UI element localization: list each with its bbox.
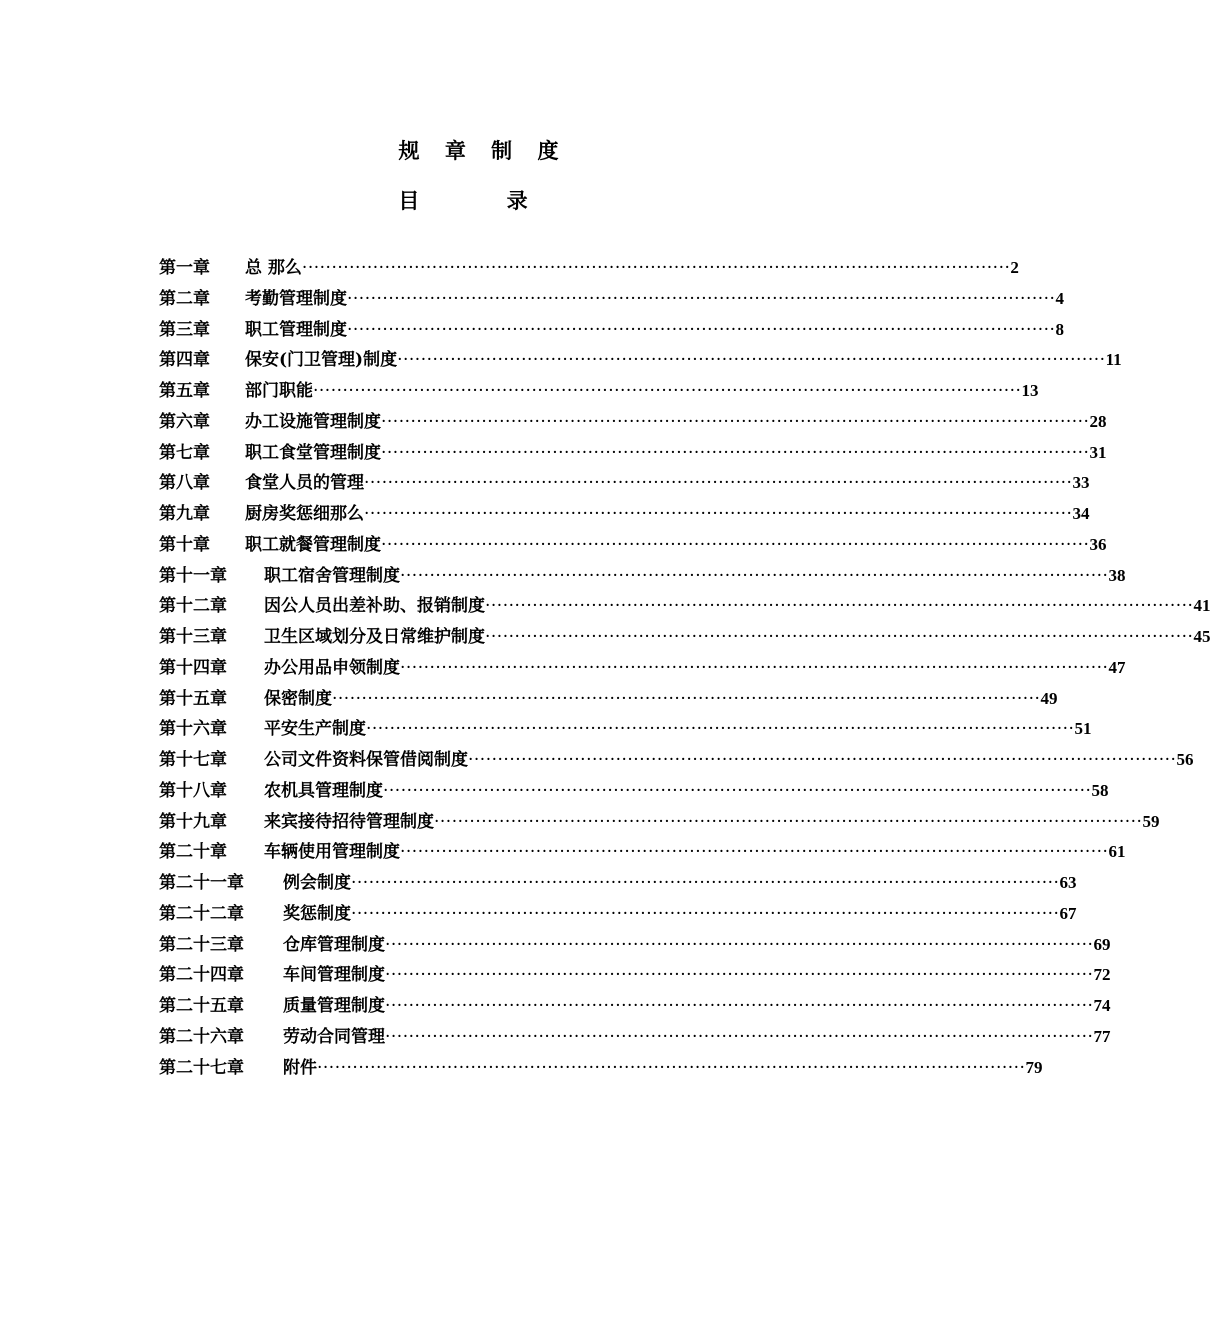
toc-chapter-number: 第十章 [159, 534, 210, 555]
document-title: 规 章 制 度 [398, 138, 568, 163]
toc-page-number: 59 [1142, 811, 1160, 831]
toc-entry[interactable] [159, 499, 1090, 530]
toc-dot-leader: ························································································································ [313, 381, 1022, 401]
toc-chapter-number: 第三章 [159, 319, 210, 340]
toc-chapter-title: 保安(门卫管理)制度 [245, 350, 398, 371]
toc-entry[interactable] [159, 930, 1111, 961]
toc-chapter-title: 车间管理制度 [283, 965, 385, 986]
toc-dot-leader: ························································································································ [381, 534, 1090, 555]
toc-page-number: 41 [1193, 596, 1210, 616]
toc-chapter-number: 第六章 [159, 411, 210, 432]
toc-dot-leader: ························································································································ [351, 903, 1060, 924]
toc-dot-leader: ························································································································ [383, 780, 1092, 801]
toc-chapter-title: 部门职能 [245, 381, 313, 401]
toc-dot-leader: ························································································································ [381, 442, 1090, 463]
toc-chapter-number: 第五章 [159, 381, 210, 401]
toc-dot-leader: ························································································································ [397, 350, 1106, 371]
toc-dot-leader: ························································································································ [434, 811, 1143, 832]
toc-dot-leader: ························································································································ [400, 842, 1109, 863]
toc-entry[interactable] [159, 714, 1092, 745]
toc-entry[interactable] [159, 468, 1090, 499]
toc-dot-leader: ························································································································ [317, 1057, 1026, 1078]
toc-entry[interactable] [159, 1053, 1043, 1084]
toc-entry[interactable] [159, 745, 1194, 776]
toc-page-number: 72 [1093, 965, 1111, 985]
toc-chapter-number: 第十七章 [159, 750, 227, 770]
toc-chapter-title: 职工宿舍管理制度 [264, 565, 400, 586]
toc-heading: 目 录 [398, 188, 568, 213]
toc-chapter-title: 办公用品申领制度 [264, 657, 400, 678]
toc-chapter-title: 车辆使用管理制度 [264, 842, 400, 863]
toc-page-number: 36 [1089, 534, 1107, 554]
toc-entry[interactable] [159, 899, 1077, 930]
toc-entry[interactable] [159, 684, 1058, 715]
toc-page-number: 2 [1010, 258, 1019, 277]
toc-dot-leader: ························································································································ [400, 565, 1109, 586]
toc-page-number: 63 [1059, 873, 1077, 892]
toc-dot-leader: ························································································································ [385, 1026, 1094, 1047]
toc-page-number: 58 [1091, 780, 1109, 800]
toc-chapter-title: 卫生区域划分及日常维护制度 [264, 627, 485, 647]
toc-page-number: 67 [1059, 903, 1077, 923]
toc-entry[interactable] [159, 345, 1122, 376]
toc-entry[interactable] [159, 991, 1111, 1022]
toc-chapter-title: 奖惩制度 [283, 903, 351, 924]
toc-chapter-title: 职工就餐管理制度 [245, 534, 381, 555]
toc-page-number: 51 [1074, 719, 1092, 739]
toc-chapter-number: 第二十章 [159, 842, 227, 863]
toc-chapter-title: 仓库管理制度 [283, 934, 385, 955]
toc-chapter-number: 第一章 [159, 258, 210, 278]
toc-entry[interactable] [159, 376, 1039, 407]
toc-page-number: 77 [1093, 1026, 1111, 1046]
toc-entry[interactable] [159, 1022, 1111, 1053]
toc-chapter-title: 例会制度 [283, 873, 351, 893]
toc-page-number: 28 [1089, 411, 1107, 431]
toc-dot-leader: ························································································································ [468, 750, 1177, 770]
toc-chapter-number: 第四章 [159, 350, 210, 371]
toc-dot-leader: ························································································································ [351, 873, 1060, 893]
toc-chapter-number: 第十六章 [159, 719, 227, 740]
toc-chapter-title: 平安生产制度 [264, 719, 366, 740]
toc-page-number: 56 [1176, 750, 1194, 769]
toc-chapter-title: 考勤管理制度 [245, 288, 347, 309]
toc-page-number: 4 [1055, 288, 1064, 308]
toc-chapter-title: 总 那么 [245, 258, 302, 278]
toc-entry[interactable] [159, 253, 1019, 284]
toc-chapter-title: 因公人员出差补助、报销制度 [264, 596, 485, 617]
toc-page-number: 61 [1108, 842, 1126, 862]
toc-chapter-title: 保密制度 [264, 688, 332, 709]
toc-chapter-title: 来宾接待招待管理制度 [264, 811, 434, 832]
table-of-contents [159, 253, 1210, 1083]
toc-dot-leader: ························································································································ [347, 288, 1056, 309]
toc-chapter-number: 第九章 [159, 504, 210, 524]
toc-dot-leader: ························································································································ [347, 319, 1056, 340]
toc-chapter-number: 第二十五章 [159, 996, 244, 1016]
toc-page-number: 47 [1108, 657, 1126, 677]
toc-dot-leader: ························································································································ [366, 719, 1075, 740]
toc-page-number: 74 [1093, 996, 1111, 1015]
toc-dot-leader: ························································································································ [381, 411, 1090, 432]
toc-entry[interactable] [159, 315, 1064, 346]
toc-chapter-number: 第二章 [159, 288, 210, 309]
toc-entry[interactable] [159, 807, 1160, 838]
toc-page-number: 31 [1089, 442, 1107, 462]
toc-chapter-title: 厨房奖惩细那么 [245, 504, 364, 524]
toc-dot-leader: ························································································································ [400, 657, 1109, 678]
toc-page-number: 33 [1072, 473, 1090, 493]
toc-page-number: 38 [1108, 565, 1126, 585]
toc-chapter-number: 第十三章 [159, 627, 227, 647]
toc-chapter-title: 食堂人员的管理 [245, 473, 364, 494]
toc-chapter-number: 第二十三章 [159, 934, 244, 955]
toc-entry[interactable] [159, 960, 1111, 991]
toc-page-number: 69 [1093, 934, 1111, 954]
toc-chapter-title: 办工设施管理制度 [245, 411, 381, 432]
toc-dot-leader: ························································································································ [385, 996, 1094, 1016]
toc-dot-leader: ························································································································ [385, 965, 1094, 986]
toc-entry[interactable] [159, 284, 1064, 315]
toc-chapter-title: 职工食堂管理制度 [245, 442, 381, 463]
toc-entry[interactable] [159, 653, 1126, 684]
toc-entry[interactable] [159, 530, 1107, 561]
toc-entry[interactable] [159, 591, 1210, 622]
toc-page-number: 8 [1055, 319, 1064, 339]
toc-entry[interactable] [159, 561, 1126, 592]
toc-chapter-number: 第十一章 [159, 565, 227, 586]
toc-page-number: 34 [1072, 504, 1090, 523]
toc-chapter-number: 第十八章 [159, 780, 227, 801]
toc-entry[interactable] [159, 776, 1109, 807]
toc-page-number: 45 [1193, 627, 1210, 646]
toc-chapter-number: 第十九章 [159, 811, 227, 832]
toc-page-number: 13 [1021, 381, 1039, 400]
toc-dot-leader: ························································································································ [332, 688, 1041, 709]
toc-chapter-number: 第二十七章 [159, 1057, 244, 1078]
toc-chapter-number: 第八章 [159, 473, 210, 494]
toc-dot-leader: ························································································································ [385, 934, 1094, 955]
toc-chapter-title: 职工管理制度 [245, 319, 347, 340]
toc-entry[interactable] [159, 622, 1210, 653]
toc-chapter-number: 第十五章 [159, 688, 227, 709]
toc-dot-leader: ························································································································ [485, 596, 1194, 617]
toc-dot-leader: ························································································································ [364, 473, 1073, 494]
toc-entry[interactable] [159, 407, 1107, 438]
toc-chapter-number: 第二十六章 [159, 1026, 244, 1047]
toc-dot-leader: ························································································································ [364, 504, 1073, 524]
toc-dot-leader: ························································································································ [485, 627, 1194, 647]
toc-chapter-title: 附件 [283, 1057, 317, 1078]
toc-chapter-number: 第二十一章 [159, 873, 244, 893]
toc-chapter-number: 第七章 [159, 442, 210, 463]
toc-entry[interactable] [159, 868, 1077, 899]
toc-chapter-title: 质量管理制度 [283, 996, 385, 1016]
toc-entry[interactable] [159, 837, 1126, 868]
toc-chapter-title: 劳动合同管理 [283, 1026, 385, 1047]
toc-chapter-number: 第二十四章 [159, 965, 244, 986]
toc-chapter-number: 第二十二章 [159, 903, 244, 924]
toc-chapter-number: 第十四章 [159, 657, 227, 678]
toc-page-number: 49 [1040, 688, 1058, 708]
toc-chapter-title: 公司文件资料保管借阅制度 [264, 750, 468, 770]
toc-page-number: 11 [1105, 350, 1122, 370]
toc-chapter-number: 第十二章 [159, 596, 227, 617]
toc-entry[interactable] [159, 438, 1107, 469]
toc-page-number: 79 [1025, 1057, 1043, 1077]
toc-dot-leader: ························································································································ [301, 258, 1011, 278]
toc-chapter-title: 农机具管理制度 [264, 780, 383, 801]
